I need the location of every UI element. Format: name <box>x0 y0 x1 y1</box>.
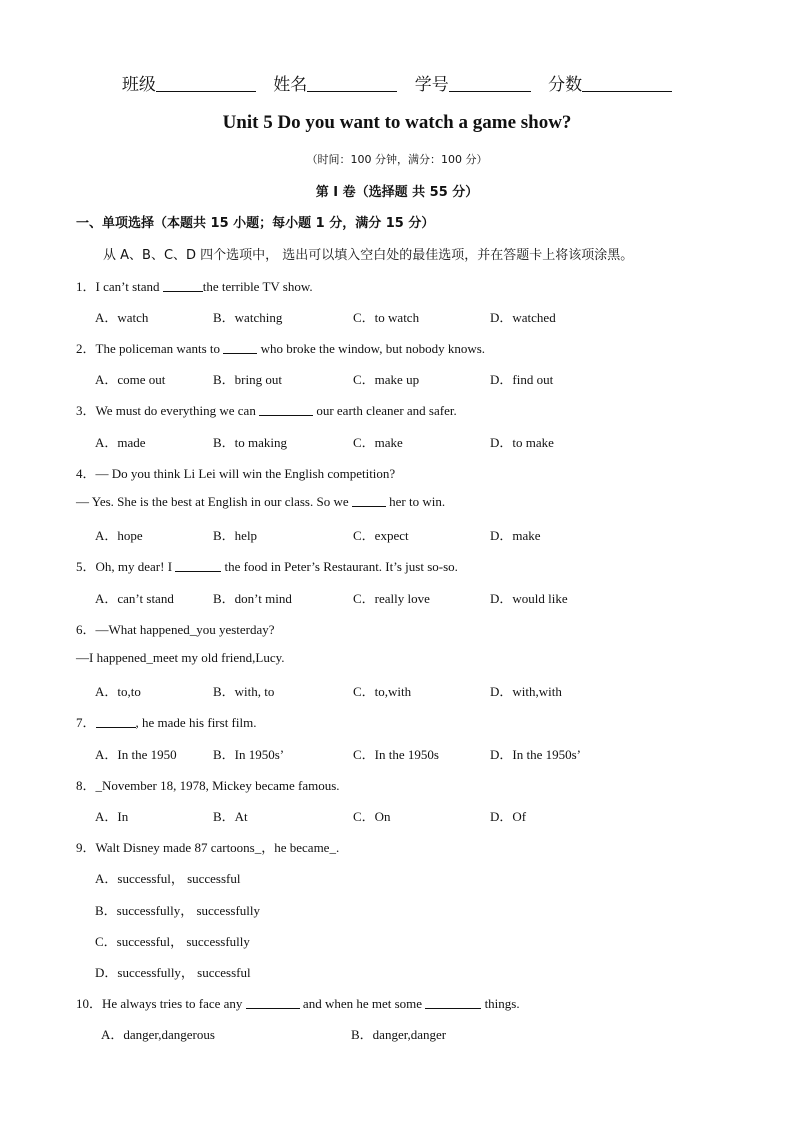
option-b[interactable]: B．successfully， successfully <box>95 903 261 918</box>
student-info-header <box>0 70 794 95</box>
option-a[interactable]: A．watch <box>95 310 149 325</box>
question-4: 4．— Do you think Li Lei will win the English competition? <box>76 466 396 481</box>
student-id-field[interactable]: 学号 <box>415 70 531 95</box>
option-c[interactable]: C．to,with <box>353 684 412 699</box>
student-id-blank[interactable] <box>449 75 531 92</box>
score-field[interactable]: 分数 <box>548 70 672 95</box>
option-c[interactable]: C．In the 1950s <box>353 747 439 762</box>
question-6: 6．—What happened_you yesterday? <box>76 622 275 637</box>
option-d[interactable]: D．find out <box>490 372 554 387</box>
option-c[interactable]: C．successful， successfully <box>95 934 250 949</box>
option-c[interactable]: C．make up <box>353 372 420 387</box>
class-field[interactable]: 班级 <box>122 70 256 95</box>
option-b[interactable]: B．bring out <box>213 372 282 387</box>
answer-blank[interactable] <box>223 341 257 354</box>
option-d[interactable]: D．would like <box>490 591 568 606</box>
option-d[interactable]: D．with,with <box>490 684 562 699</box>
option-c[interactable]: C．expect <box>353 528 409 543</box>
question-9: 9．Walt Disney made 87 cartoons_，he became_. <box>76 840 340 855</box>
part-title: 第 I 卷（选择题 共 55 分） <box>315 185 479 200</box>
option-d[interactable]: D．to make <box>490 435 554 450</box>
option-b[interactable]: B．don’t mind <box>213 591 292 606</box>
option-a[interactable]: A．hope <box>95 528 143 543</box>
option-d[interactable]: D．make <box>490 528 541 543</box>
answer-blank[interactable] <box>163 279 203 292</box>
option-c[interactable]: C．to watch <box>353 310 420 325</box>
answer-blank[interactable] <box>246 996 300 1009</box>
option-b[interactable]: B．with, to <box>213 684 275 699</box>
question-5: 5．Oh, my dear! I the food in Peter’s Restaurant. It’s just so-so. <box>76 559 458 574</box>
name-blank[interactable] <box>307 75 397 92</box>
option-b[interactable]: B．In 1950s’ <box>213 747 285 762</box>
option-b[interactable]: B．to making <box>213 435 288 450</box>
option-d[interactable]: D．In the 1950s’ <box>490 747 581 762</box>
option-a[interactable]: A．can’t stand <box>95 591 174 606</box>
question-4-line-2: — Yes. She is the best at English in our class. So we her to win. <box>76 494 446 509</box>
answer-blank[interactable] <box>425 996 481 1009</box>
option-c[interactable]: C．make <box>353 435 403 450</box>
question-6-line-2: —I happened_meet my old friend,Lucy. <box>76 650 285 665</box>
option-d[interactable]: D．successfully， successful <box>95 965 251 980</box>
option-b[interactable]: B．danger,danger <box>351 1027 447 1042</box>
page-title: Unit 5 Do you want to watch a game show? <box>222 112 572 133</box>
option-c[interactable]: C．really love <box>353 591 430 606</box>
class-blank[interactable] <box>156 75 256 92</box>
name-field[interactable]: 姓名 <box>273 70 397 95</box>
option-a[interactable]: A．come out <box>95 372 166 387</box>
option-a[interactable]: A．In <box>95 809 129 824</box>
exam-time-info: （时间：100 分钟，满分：100 分） <box>306 153 488 166</box>
question-2: 2．The policeman wants to who broke the window, but nobody knows. <box>76 341 486 356</box>
question-7: 7． , he made his first film. <box>76 715 257 730</box>
question-8: 8．_November 18, 1978, Mickey became famous. <box>76 778 340 793</box>
option-b[interactable]: B．watching <box>213 310 283 325</box>
option-d[interactable]: D．watched <box>490 310 556 325</box>
option-a[interactable]: A．In the 1950 <box>95 747 177 762</box>
question-1: 1．I can’t stand the terrible TV show. <box>76 279 313 294</box>
option-a[interactable]: A．successful， successful <box>95 871 241 886</box>
option-a[interactable]: A．made <box>95 435 146 450</box>
score-blank[interactable] <box>582 75 672 92</box>
option-a[interactable]: A．to,to <box>95 684 141 699</box>
answer-blank[interactable] <box>259 403 313 416</box>
option-b[interactable]: B．At <box>213 809 248 824</box>
answer-blank[interactable] <box>352 494 386 507</box>
question-10: 10．He always tries to face any and when he met some things. <box>76 996 520 1011</box>
question-3: 3．We must do everything we can our earth cleaner and safer. <box>76 403 457 418</box>
option-c[interactable]: C．On <box>353 809 391 824</box>
option-b[interactable]: B．help <box>213 528 258 543</box>
answer-blank[interactable] <box>96 715 136 728</box>
answer-blank[interactable] <box>175 559 221 572</box>
instruction-text: 从 A、B、C、D 四个选项中， 选出可以填入空白处的最佳选项，并在答题卡上将该项涂黑。 <box>103 248 634 263</box>
option-d[interactable]: D．Of <box>490 809 527 824</box>
option-a[interactable]: A．danger,dangerous <box>101 1027 215 1042</box>
section-title: 一、单项选择（本题共 15 小题；每小题 1 分，满分 15 分） <box>76 216 435 231</box>
